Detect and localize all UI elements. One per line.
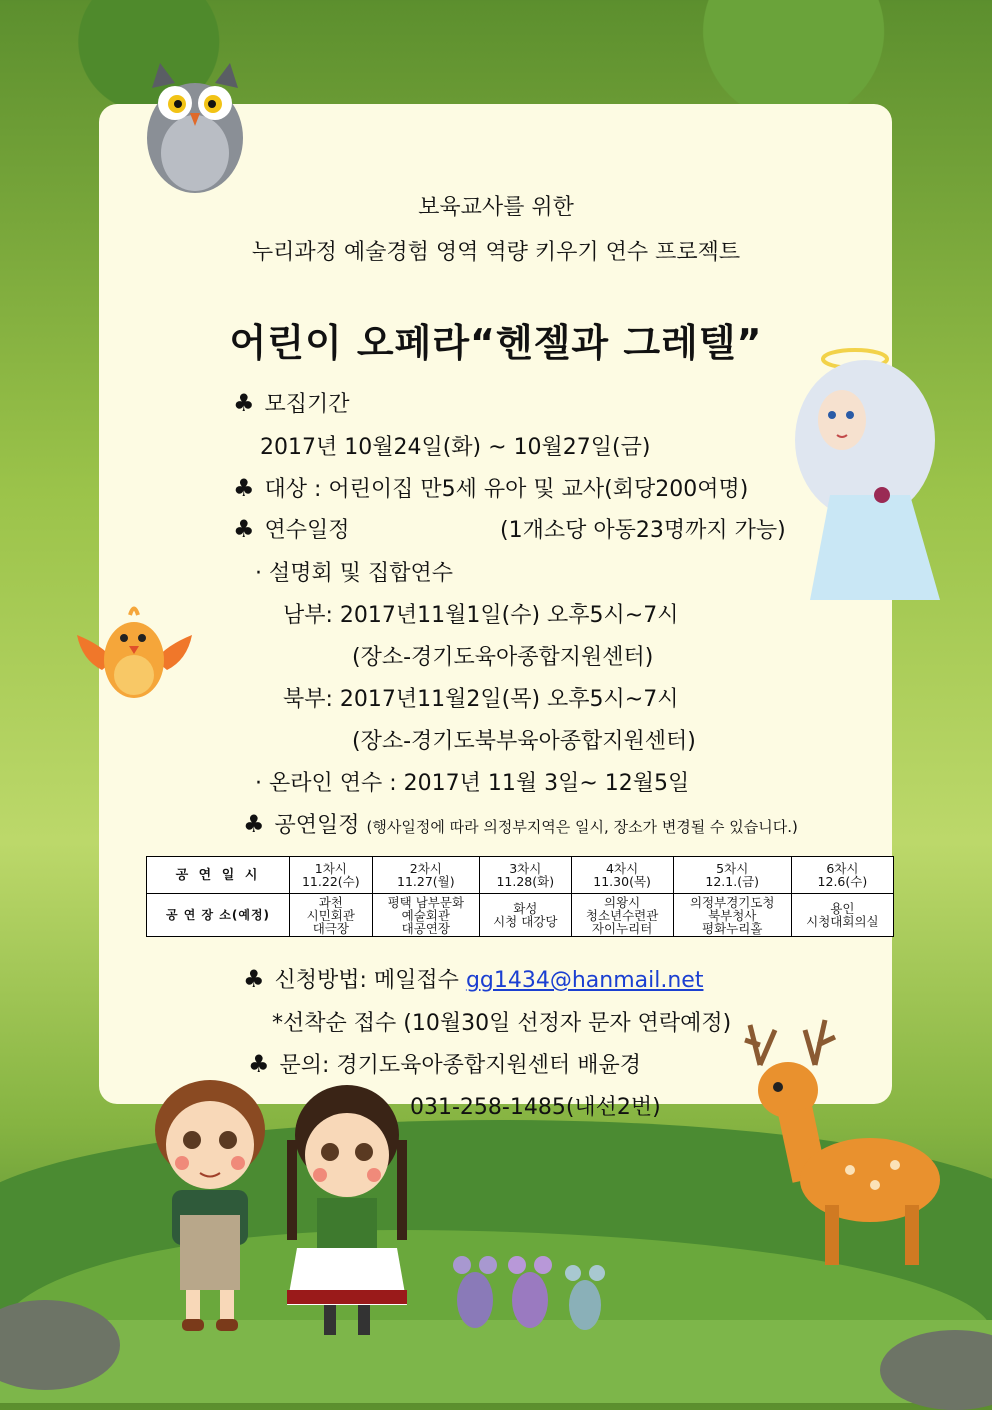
subtitle-line1: 보육교사를 위한	[418, 195, 574, 220]
table-cell-place: 화성 시청 대강당	[480, 894, 571, 937]
chick-illustration	[72, 600, 197, 705]
online-training: · 온라인 연수 : 2017년 11월 3일~ 12월5일	[255, 771, 690, 796]
table-row-dates	[147, 857, 894, 894]
club-icon: ♣	[248, 1050, 270, 1078]
performance-table	[146, 856, 894, 937]
girl-illustration	[272, 1080, 422, 1345]
club-icon: ♣	[233, 389, 255, 417]
contact-label: 문의: 경기도육아종합지원센터 배윤경	[279, 1053, 641, 1078]
apply-note: *선착순 접수 (10월30일 선정자 문자 연락예정)	[272, 1011, 732, 1036]
table-cell-place: 의정부경기도청 북부청사 평화누리홀	[673, 894, 791, 937]
south-place: (장소-경기도육아종합지원센터)	[352, 645, 654, 670]
angel-illustration	[790, 345, 960, 610]
owl-illustration	[140, 58, 250, 198]
apply-label: 신청방법: 메일접수	[274, 968, 459, 993]
table-header-place: 공 연 장 소(예정)	[147, 894, 290, 937]
contact-phone: 031-258-1485(내선2번)	[410, 1095, 661, 1120]
table-cell-place: 용인 시청대회의실	[791, 894, 893, 937]
contact-row	[248, 1048, 641, 1079]
target-label: 대상 : 어린이집 만5세 유아 및 교사(회당200여명)	[264, 477, 749, 502]
club-icon: ♣	[243, 810, 265, 838]
performance-heading	[243, 808, 798, 839]
table-cell-place: 과천 시민회관 대극장	[290, 894, 373, 937]
table-cell-round: 1차시 11.22(수)	[290, 857, 373, 894]
apply-row	[243, 963, 703, 994]
table-cell-round: 6차시 12.6(수)	[791, 857, 893, 894]
north-schedule: 북부: 2017년11월2일(목) 오후5시~7시	[283, 687, 679, 712]
page-title: 어린이 오페라“헨젤과 그레텔”	[229, 321, 763, 365]
club-icon: ♣	[233, 515, 255, 543]
table-cell-round: 2차시 11.27(월)	[372, 857, 479, 894]
table-header-datetime: 공 연 일 시	[147, 857, 290, 894]
south-schedule: 남부: 2017년11월1일(수) 오후5시~7시	[283, 603, 679, 628]
training-note: (1개소당 아동23명까지 가능)	[500, 518, 786, 543]
deer-illustration	[740, 1015, 940, 1270]
training-heading	[233, 513, 350, 544]
recruit-label: 모집기간	[264, 392, 350, 417]
club-icon: ♣	[243, 965, 265, 993]
table-cell-place: 평택 남부문화 예술회관 대공연장	[372, 894, 479, 937]
table-cell-place: 의왕시 청소년수련관 자이누리터	[571, 894, 673, 937]
table-row-places	[147, 894, 894, 937]
training-label: 연수일정	[264, 518, 350, 543]
target-row	[233, 472, 748, 503]
boy-illustration	[140, 1075, 280, 1340]
table-cell-round: 5차시 12.1.(금)	[673, 857, 791, 894]
club-icon: ♣	[233, 474, 255, 502]
table-cell-round: 4차시 11.30(목)	[571, 857, 673, 894]
email-link[interactable]: gg1434@hanmail.net	[465, 968, 704, 993]
recruit-period: 2017년 10월24일(화) ~ 10월27일(금)	[260, 435, 651, 460]
performance-note: (행사일정에 따라 의정부지역은 일시, 장소가 변경될 수 있습니다.)	[366, 818, 798, 836]
subtitle-line2: 누리과정 예술경험 영역 역량 키우기 연수 프로젝트	[251, 240, 741, 265]
session-label: · 설명회 및 집합연수	[255, 561, 453, 586]
mice-illustration	[450, 1245, 610, 1345]
table-cell-round: 3차시 11.28(화)	[480, 857, 571, 894]
recruit-heading	[233, 387, 350, 418]
north-place: (장소-경기도북부육아종합지원센터)	[352, 729, 696, 754]
performance-label: 공연일정	[274, 813, 360, 838]
